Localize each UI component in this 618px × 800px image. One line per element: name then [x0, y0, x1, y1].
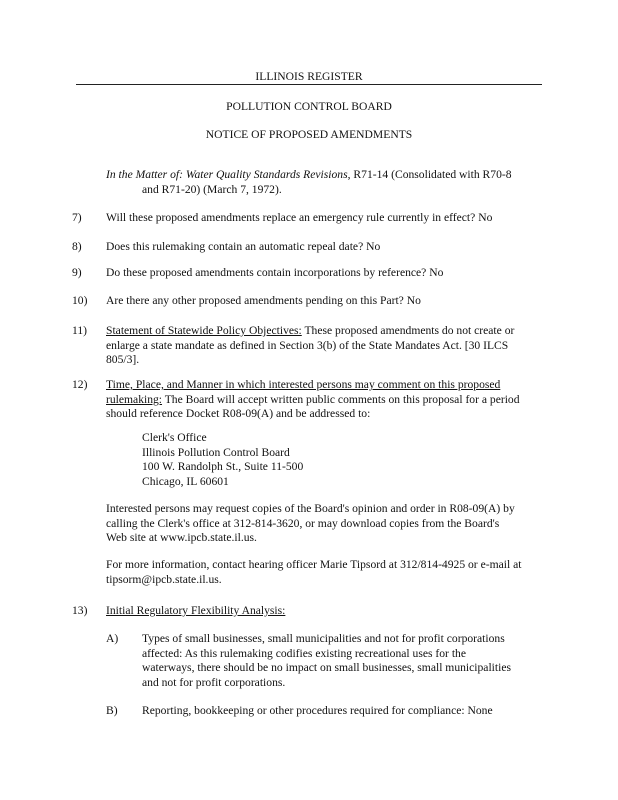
item-11-heading: Statement of Statewide Policy Objectives: — [106, 324, 302, 337]
matter-prefix: In the Matter of: Water Quality Standards Revisions — [106, 168, 348, 181]
item-13-a-line-3: waterways, there should be no impact on small businesses, small municipalities — [142, 661, 511, 675]
matter-rest: , R71-14 (Consolidated with R70-8 — [347, 168, 512, 181]
item-13-a-line-4: and not for profit corporations. — [142, 675, 286, 689]
item-13-number: 13) — [72, 604, 88, 617]
clerk-address-block — [142, 431, 303, 489]
item-11-line2: enlarge a state mandate as defined in Section 3(b) of the State Mandates Act. [30 ILCS — [106, 338, 509, 352]
item-12-heading-2: rulemaking: — [106, 392, 163, 406]
item-13-a-label: A) — [106, 632, 119, 645]
contact-paragraph — [106, 558, 546, 587]
copies-line-3: Web site at www.ipcb.state.il.us. — [106, 531, 257, 545]
item-12-line1: The Board will accept written public comments on this proposal for a period — [162, 392, 520, 406]
matter-line2: and R71-20) (March 7, 1972). — [142, 182, 282, 196]
item-7-text: Will these proposed amendments replace an emergency rule currently in effect? No — [106, 211, 493, 224]
address-line-1: Clerk's Office — [142, 431, 207, 444]
address-line-2: Illinois Pollution Control Board — [142, 445, 290, 459]
item-9-text: Do these proposed amendments contain incorporations by reference? No — [106, 266, 444, 279]
item-10-text: Are there any other proposed amendments pending on this Part? No — [106, 294, 421, 307]
item-8-text: Does this rulemaking contain an automatic repeal date? No — [106, 240, 381, 253]
item-7-number: 7) — [72, 211, 82, 224]
item-11-body — [106, 324, 546, 368]
contact-line-2: tipsorm@ipcb.state.il.us. — [106, 572, 222, 586]
item-11-number: 11) — [72, 324, 88, 337]
item-8-number: 8) — [72, 240, 82, 253]
item-13-a-line-2: affected: As this rulemaking codifies existing recreational uses for the — [142, 646, 466, 660]
item-12-number: 12) — [72, 378, 88, 391]
item-9-number: 9) — [72, 266, 82, 279]
copies-line-1: Interested persons may request copies of the Board's opinion and order in R08-09(A) by — [106, 502, 515, 515]
item-12-body — [106, 378, 546, 422]
item-12-line2: should reference Docket R08-09(A) and be addressed to: — [106, 407, 371, 421]
item-13-a-line-1: Types of small businesses, small municipalities and not for profit corporations — [142, 632, 505, 645]
item-10-number: 10) — [72, 294, 88, 307]
item-13-b-text: Reporting, bookkeeping or other procedures required for compliance: None — [142, 704, 493, 717]
copies-line-2: calling the Clerk's office at 312-814-3620, or may download copies from the Board's — [106, 516, 500, 530]
address-line-4: Chicago, IL 60601 — [142, 474, 229, 488]
contact-line-1: For more information, contact hearing officer Marie Tipsord at 312/814-4925 or e-mail at — [106, 558, 522, 571]
item-13-b-label: B) — [106, 704, 118, 717]
register-title: ILLINOIS REGISTER — [255, 70, 363, 83]
address-line-3: 100 W. Randolph St., Suite 11-500 — [142, 460, 304, 474]
item-13-a-body — [142, 632, 552, 690]
item-11-line1: These proposed amendments do not create or — [301, 324, 515, 337]
agency-title: POLLUTION CONTROL BOARD — [226, 100, 392, 113]
header-rule — [76, 84, 542, 85]
item-12-heading-1: Time, Place, and Manner in which interested persons may comment on this proposed — [106, 378, 501, 391]
item-13-heading: Initial Regulatory Flexibility Analysis: — [106, 604, 286, 617]
item-11-line3: 805/3]. — [106, 353, 140, 367]
matter-caption — [106, 168, 566, 197]
notice-title: NOTICE OF PROPOSED AMENDMENTS — [205, 128, 413, 141]
copies-paragraph — [106, 502, 546, 546]
